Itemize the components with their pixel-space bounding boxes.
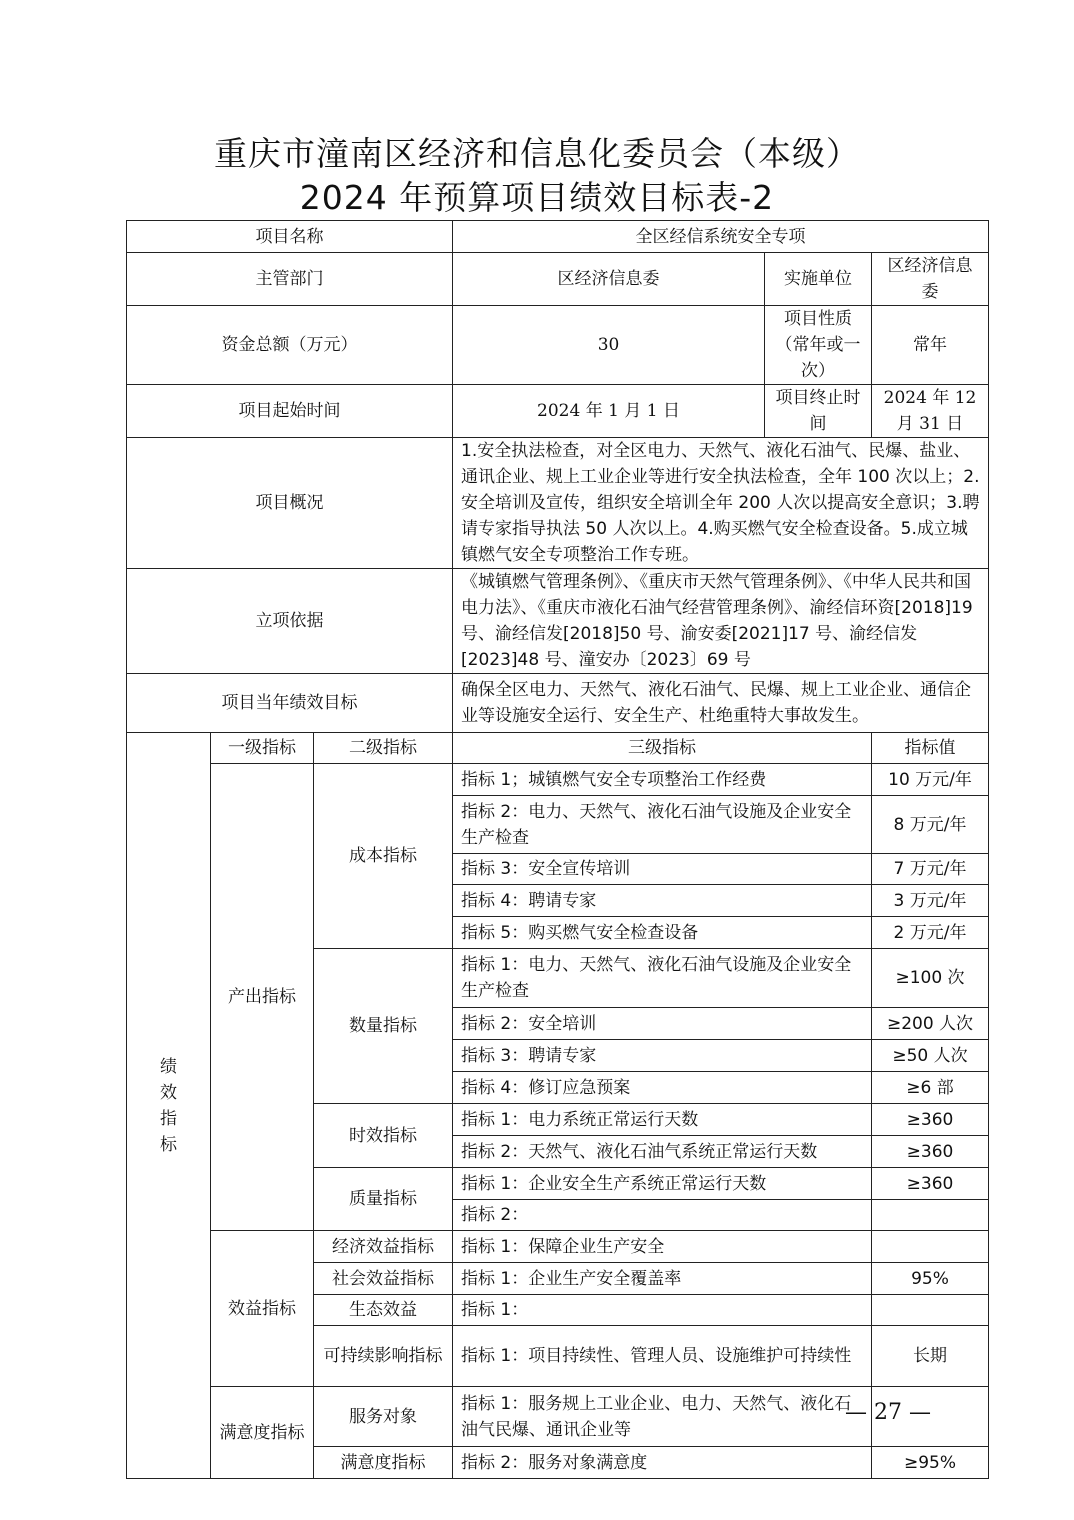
indicator-name: 指标 1：企业生产安全覆盖率 — [453, 1263, 872, 1295]
indicator-value — [872, 1231, 989, 1263]
project-name-value: 全区经信系统安全专项 — [453, 221, 989, 253]
page-number: — 27 — — [845, 1400, 931, 1425]
table-row — [127, 674, 989, 733]
table-row — [127, 764, 989, 796]
table-row — [127, 1231, 989, 1263]
indicator-value: 3 万元/年 — [872, 885, 989, 917]
benefit-category: 社会效益指标 — [314, 1263, 453, 1295]
level3-header: 三级指标 — [453, 733, 872, 764]
value-header: 指标值 — [872, 733, 989, 764]
indicator-name: 指标 1： — [453, 1295, 872, 1326]
table-row — [127, 438, 989, 569]
basis-value: 《城镇燃气管理条例》、《重庆市天然气管理条例》、《中华人民共和国电力法》、《重庆市液化石油气经营管理条例》、渝经信环资[2018]19 号、渝经信发[2018]50 号、渝安委[2021]17 号、渝经信发[2023]48 号、潼安办〔2023〕69 号 — [453, 569, 989, 674]
indicator-name: 指标 2： — [453, 1200, 872, 1231]
basis-label: 立项依据 — [127, 569, 453, 674]
benefit-category: 可持续影响指标 — [314, 1326, 453, 1387]
end-value: 2024 年 12 月 31 日 — [872, 385, 989, 438]
indicator-value — [872, 1295, 989, 1326]
quality-label: 质量指标 — [314, 1168, 453, 1231]
performance-side-label: 绩 效 指 标 — [127, 733, 211, 1479]
table-row — [127, 253, 989, 306]
satisfaction-category: 满意度指标 — [314, 1447, 453, 1479]
output-label: 产出指标 — [211, 764, 314, 1231]
indicator-name: 指标 1：保障企业生产安全 — [453, 1231, 872, 1263]
indicator-name: 指标 4：修订应急预案 — [453, 1072, 872, 1104]
fund-label: 资金总额（万元） — [127, 306, 453, 385]
unit-label: 实施单位 — [765, 253, 872, 306]
overview-value: 1.安全执法检查，对全区电力、天然气、液化石油气、民爆、盐业、通讯企业、规上工业企业等进行安全执法检查，全年 100 次以上；2.安全培训及宣传，组织安全培训全年 200 人次以提高安全意识；3.聘请专家指导执法 50 人次以上。4.购买燃气安全检查设备。5.成立城镇燃气安全专项整治工作专班。 — [453, 438, 989, 569]
goal-label: 项目当年绩效目标 — [127, 674, 453, 733]
document-subtitle: 2024 年预算项目绩效目标表-2 — [299, 178, 775, 217]
indicator-name: 指标 5：购买燃气安全检查设备 — [453, 917, 872, 949]
indicator-name: 指标 2：天然气、液化石油气系统正常运行天数 — [453, 1136, 872, 1168]
document-title: 重庆市潼南区经济和信息化委员会（本级） — [214, 134, 860, 173]
benefit-category: 经济效益指标 — [314, 1231, 453, 1263]
benefit-category: 生态效益 — [314, 1295, 453, 1326]
dept-label: 主管部门 — [127, 253, 453, 306]
benefit-label: 效益指标 — [211, 1231, 314, 1387]
indicator-value: ≥6 部 — [872, 1072, 989, 1104]
indicator-value: ≥50 人次 — [872, 1040, 989, 1072]
fund-value: 30 — [453, 306, 765, 385]
level1-header: 一级指标 — [211, 733, 314, 764]
indicator-name: 指标 2：服务对象满意度 — [453, 1447, 872, 1479]
indicator-name: 指标 1：服务规上工业企业、电力、天然气、液化石油气民爆、通讯企业等 — [453, 1387, 872, 1447]
indicator-value: ≥200 人次 — [872, 1008, 989, 1040]
end-label: 项目终止时间 — [765, 385, 872, 438]
indicator-name: 指标 4：聘请专家 — [453, 885, 872, 917]
indicator-name: 指标 2：安全培训 — [453, 1008, 872, 1040]
indicator-value: 10 万元/年 — [872, 764, 989, 796]
table-row — [127, 733, 989, 764]
table-row — [127, 385, 989, 438]
indicator-name: 指标 1：企业安全生产系统正常运行天数 — [453, 1168, 872, 1200]
indicator-name: 指标 3：安全宣传培训 — [453, 854, 872, 885]
table-row — [127, 221, 989, 253]
indicator-value: ≥360 — [872, 1136, 989, 1168]
indicator-name: 指标 2：电力、天然气、液化石油气设施及企业安全生产检查 — [453, 796, 872, 854]
dept-value: 区经济信息委 — [453, 253, 765, 306]
overview-label: 项目概况 — [127, 438, 453, 569]
indicator-value: 2 万元/年 — [872, 917, 989, 949]
indicator-name: 指标 1：项目持续性、管理人员、设施维护可持续性 — [453, 1326, 872, 1387]
satisfaction-category: 服务对象 — [314, 1387, 453, 1447]
start-label: 项目起始时间 — [127, 385, 453, 438]
indicator-value: 7 万元/年 — [872, 854, 989, 885]
performance-table — [126, 220, 989, 1479]
timeliness-label: 时效指标 — [314, 1104, 453, 1168]
indicator-name: 指标 1：电力、天然气、液化石油气设施及企业安全生产检查 — [453, 949, 872, 1008]
indicator-name: 指标 1：电力系统正常运行天数 — [453, 1104, 872, 1136]
indicator-value: 8 万元/年 — [872, 796, 989, 854]
table-row — [127, 306, 989, 385]
indicator-value: ≥95% — [872, 1447, 989, 1479]
indicator-value: 长期 — [872, 1326, 989, 1387]
nature-label: 项目性质（常年或一次） — [765, 306, 872, 385]
indicator-name: 指标 3：聘请专家 — [453, 1040, 872, 1072]
quantity-label: 数量指标 — [314, 949, 453, 1104]
nature-value: 常年 — [872, 306, 989, 385]
project-name-label: 项目名称 — [127, 221, 453, 253]
cost-label: 成本指标 — [314, 764, 453, 949]
start-value: 2024 年 1 月 1 日 — [453, 385, 765, 438]
indicator-name: 指标 1；城镇燃气安全专项整治工作经费 — [453, 764, 872, 796]
indicator-value: ≥100 次 — [872, 949, 989, 1008]
level2-header: 二级指标 — [314, 733, 453, 764]
satisfaction-label: 满意度指标 — [211, 1387, 314, 1479]
goal-value: 确保全区电力、天然气、液化石油气、民爆、规上工业企业、通信企业等设施安全运行、安全生产、杜绝重特大事故发生。 — [453, 674, 989, 733]
indicator-value: ≥360 — [872, 1104, 989, 1136]
indicator-value: 95% — [872, 1263, 989, 1295]
indicator-value: ≥360 — [872, 1168, 989, 1200]
unit-value: 区经济信息委 — [872, 253, 989, 306]
indicator-value — [872, 1200, 989, 1231]
table-row — [127, 569, 989, 674]
